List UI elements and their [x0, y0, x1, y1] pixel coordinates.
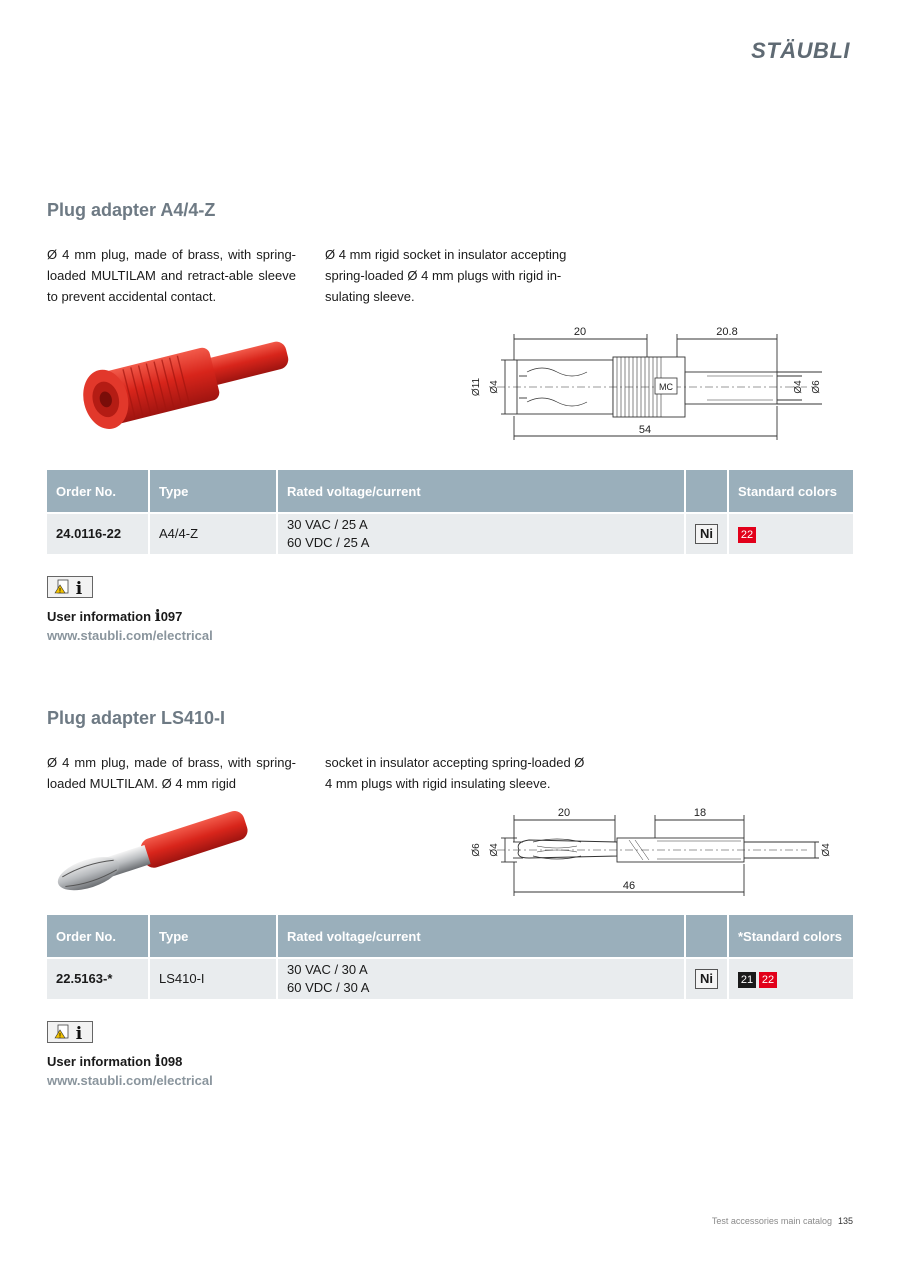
user-info-label — [47, 606, 182, 625]
rating-ac: 30 VAC / 25 A — [287, 517, 368, 532]
header-rating: Rated voltage/current — [278, 470, 686, 512]
dia-right-2: Ø6 — [811, 380, 822, 394]
user-info-code: 097 — [160, 609, 183, 624]
header-colors: Standard colors — [729, 470, 853, 512]
header-type: Type — [150, 470, 278, 512]
svg-text:!: ! — [59, 588, 61, 595]
colors-cell — [729, 512, 853, 554]
table-row — [47, 512, 853, 554]
dia-outer: Ø6 — [471, 843, 482, 857]
spec-table — [47, 470, 853, 554]
type: LS410-I — [150, 957, 278, 999]
website-link[interactable]: www.staubli.com/electrical — [47, 1073, 213, 1088]
product-image-ls410 — [47, 804, 257, 900]
material-cell — [686, 957, 729, 999]
header-material — [686, 915, 729, 957]
info-glyph-inline: i — [154, 606, 161, 625]
section-title: Plug adapter A4/4-Z — [47, 200, 216, 220]
dim-top-left: 20 — [573, 326, 587, 338]
section-title: Plug adapter LS410-I — [47, 708, 226, 728]
info-glyph: i — [75, 579, 83, 597]
dia-right-1: Ø4 — [793, 380, 804, 394]
section-plug-adapter-a4 — [47, 200, 853, 650]
description-right: socket in insulator accepting spring-loaded Ø 4 mm plugs with rigid insulating sleeve. — [325, 755, 585, 791]
svg-text:!: ! — [59, 1033, 61, 1040]
color-swatch-red: 22 — [738, 527, 756, 543]
dia-right-1: Ø4 — [821, 843, 832, 857]
dim-top-right: 18 — [693, 807, 707, 819]
colors-cell — [729, 957, 853, 999]
color-swatch-red: 22 — [759, 972, 777, 988]
info-glyph-inline: i — [154, 1051, 161, 1070]
drawing-mark: MC — [659, 382, 673, 392]
table-header-row — [47, 915, 853, 957]
header-type: Type — [150, 915, 278, 957]
dim-bottom: 46 — [622, 880, 636, 892]
dia-outer: Ø11 — [471, 377, 482, 397]
brand-logo: STÄUBLI — [751, 38, 850, 63]
material-cell — [686, 512, 729, 554]
product-image-a4 — [47, 328, 297, 448]
section-plug-adapter-ls410 — [47, 708, 853, 1108]
user-info-icon[interactable] — [47, 1021, 93, 1043]
technical-drawing-a4 — [457, 324, 837, 444]
website-link[interactable]: www.staubli.com/electrical — [47, 628, 213, 643]
description-left: Ø 4 mm plug, made of brass, with spring-loaded MULTILAM and retract-able sleeve to prevent accidental contact. — [47, 247, 296, 304]
type: A4/4-Z — [150, 512, 278, 554]
user-info-text: User information — [47, 1054, 155, 1069]
order-no: 24.0116-22 — [47, 512, 150, 554]
spec-table — [47, 915, 853, 999]
info-glyph: i — [75, 1024, 83, 1042]
header-order-no: Order No. — [47, 470, 150, 512]
dim-bottom: 54 — [638, 424, 652, 436]
rating — [278, 512, 686, 554]
page-number: 135 — [837, 1216, 853, 1226]
rating-dc: 60 VDC / 25 A — [287, 535, 370, 550]
technical-drawing-ls410 — [457, 806, 837, 902]
page-footer — [712, 1216, 853, 1226]
color-swatch-black: 21 — [738, 972, 756, 988]
dia-inner: Ø4 — [489, 380, 500, 394]
user-info-icon[interactable] — [47, 576, 93, 598]
table-header-row — [47, 470, 853, 512]
user-info-text: User information — [47, 609, 155, 624]
header-order-no: Order No. — [47, 915, 150, 957]
header-colors: *Standard colors — [729, 915, 853, 957]
header-rating: Rated voltage/current — [278, 915, 686, 957]
material-badge: Ni — [695, 969, 718, 989]
dim-top-left: 20 — [557, 807, 571, 819]
table-row — [47, 957, 853, 999]
rating-ac: 30 VAC / 30 A — [287, 962, 368, 977]
dia-inner: Ø4 — [489, 843, 500, 857]
user-info-code: 098 — [160, 1054, 183, 1069]
dim-top-right: 20.8 — [716, 326, 738, 338]
description-left: Ø 4 mm plug, made of brass, with spring-loaded MULTILAM. Ø 4 mm rigid — [47, 755, 296, 791]
footer-catalog: Test accessories main catalog — [711, 1216, 832, 1226]
rating-dc: 60 VDC / 30 A — [287, 980, 370, 995]
material-badge: Ni — [695, 524, 718, 544]
user-info-label — [47, 1051, 182, 1070]
rating — [278, 957, 686, 999]
order-no: 22.5163-* — [47, 957, 150, 999]
description-right: Ø 4 mm rigid socket in insulator accepting spring-loaded Ø 4 mm plugs with rigid in-sulating sleeve. — [325, 247, 567, 304]
header-material — [686, 470, 729, 512]
